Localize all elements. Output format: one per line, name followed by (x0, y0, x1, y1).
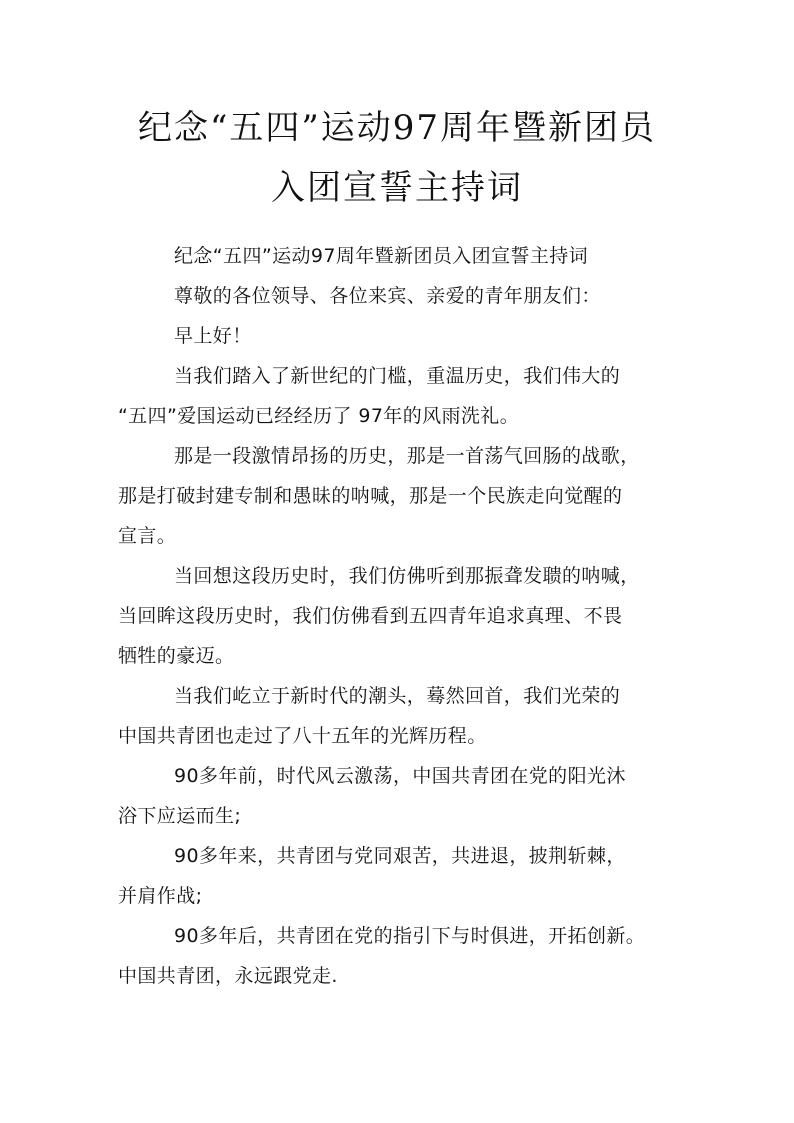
paragraph-line: 那是打破封建专制和愚昧的呐喊，那是一个民族走向觉醒的 (118, 485, 623, 507)
paragraph-line: “五四”爱国运动已经经历了 97年的风雨洗礼。 (118, 405, 520, 427)
paragraph-line: 90多年来，共青团与党同艰苦，共进退，披荆斩棘， (174, 845, 626, 867)
paragraph-line: 并肩作战; (118, 885, 203, 907)
title-line-1: 纪念“五四”运动97周年暨新团员 (137, 108, 657, 148)
paragraph-line: 牺牲的豪迈。 (118, 645, 235, 667)
paragraph-line: 浴下应运而生; (118, 805, 242, 827)
paragraph-line: 当回想这段历史时，我们仿佛听到那振聋发聩的呐喊， (174, 565, 640, 587)
title-line-2: 入团宣誓主持词 (271, 168, 523, 208)
paragraph-line: 中国共青团也走过了八十五年的光辉历程。 (118, 725, 487, 747)
paragraph-line: 中国共青团，永远跟党走. (118, 965, 338, 987)
paragraph-line: 当回眸这段历史时，我们仿佛看到五四青年追求真理、不畏 (118, 605, 623, 627)
paragraph-line: 那是一段激情昂扬的历史，那是一首荡气回肠的战歌， (174, 445, 640, 467)
paragraph-line: 尊敬的各位领导、各位来宾、亲爱的青年朋友们： (174, 285, 601, 307)
paragraph-line: 当我们屹立于新时代的潮头，蓦然回首，我们光荣的 (174, 685, 621, 707)
document-body (118, 236, 698, 996)
paragraph-line: 90多年前，时代风云激荡，中国共青团在党的阳光沐 (174, 765, 626, 787)
paragraph-line: 早上好！ (174, 325, 252, 347)
paragraph-line: 宣言。 (118, 525, 177, 547)
paragraph-line: 当我们踏入了新世纪的门槛，重温历史，我们伟大的 (174, 365, 621, 387)
paragraph-line: 纪念“五四”运动97周年暨新团员入团宣誓主持词 (174, 245, 589, 267)
paragraph-line: 90多年后，共青团在党的指引下与时俱进，开拓创新。 (174, 925, 646, 947)
